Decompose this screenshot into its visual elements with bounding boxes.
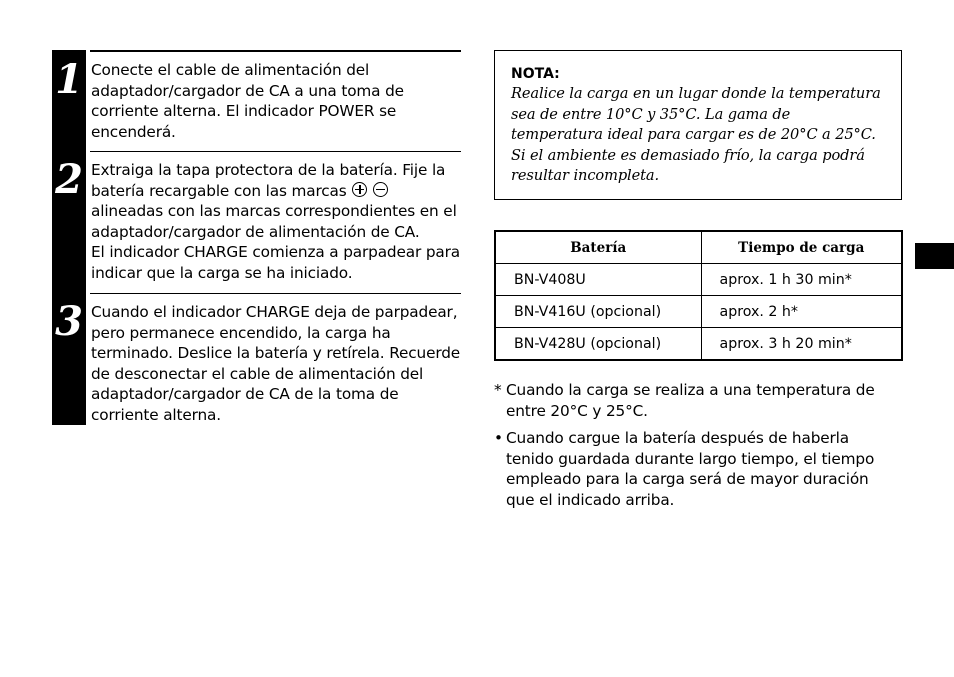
table-cell-battery: BN-V416U (opcional): [495, 296, 701, 328]
table-cell-charge-time: aprox. 3 h 20 min*: [701, 328, 902, 361]
step-1-text: [91, 60, 463, 142]
step-number-1: 1: [55, 56, 83, 103]
step-2-paragraph: [91, 160, 463, 242]
step-2-text-after-marks: alineadas con las marcas correspondientes en el adaptador/cargador de alimentación de CA.: [91, 202, 457, 241]
step-2-text: [91, 160, 463, 283]
table-cell-charge-time: aprox. 1 h 30 min*: [701, 264, 902, 296]
step-number-2: 2: [55, 156, 83, 203]
table-header-charge-time: Tiempo de carga: [701, 231, 902, 264]
footnote-marker: *: [494, 381, 502, 399]
table-cell-charge-time: aprox. 2 h*: [701, 296, 902, 328]
charge-time-table: [494, 230, 903, 361]
plus-circle-icon: [352, 182, 367, 197]
step-1-paragraph: Conecte el cable de alimentación del adaptador/cargador de CA a una toma de corriente alterna. El indicador POWER se encenderá.: [91, 61, 404, 141]
table-row: [495, 296, 902, 328]
note-box: [494, 50, 902, 200]
table-row: [495, 328, 902, 361]
step-2-extra: El indicador CHARGE comienza a parpadear para indicar que la carga se ha iniciado.: [91, 243, 460, 282]
step-number-3: 3: [55, 298, 83, 345]
table-cell-battery: BN-V408U: [495, 264, 701, 296]
note-body: Realice la carga en un lugar donde la temperatura sea de entre 10°C y 35°C. La gama de temperatura ideal para cargar es de 20°C a 25°C. Si el ambiente es demasiado frío, la carga podrá resultar incompleta.: [511, 85, 881, 184]
step-divider: [90, 293, 461, 294]
table-row: [495, 264, 902, 296]
table-cell-battery: BN-V428U (opcional): [495, 328, 701, 361]
footnote-text: Cuando cargue la batería después de haberla tenido guardada durante largo tiempo, el tiempo empleado para la carga será de mayor duración que el indicado arriba.: [506, 429, 875, 509]
footnote-asterisk: [494, 380, 894, 421]
step-3-paragraph: Cuando el indicador CHARGE deja de parpadear, pero permanece encendido, la carga ha terminado. Deslice la batería y retírela. Recuerde de desconectar el cable de alimentación del adaptador/cargador de CA de la toma de corriente alterna.: [91, 303, 461, 424]
step-2-text-before-marks: Extraiga la tapa protectora de la batería. Fije la batería recargable con las marcas: [91, 161, 446, 200]
note-title: NOTA:: [511, 66, 560, 82]
table-header-battery: Batería: [495, 231, 701, 264]
section-tab-marker: [915, 243, 954, 269]
footnote-bullet: [494, 428, 894, 510]
footnote-text: Cuando la carga se realiza a una temperatura de entre 20°C y 25°C.: [506, 381, 875, 420]
minus-circle-icon: [373, 182, 388, 197]
step-number-bar: [52, 50, 86, 425]
step-divider: [90, 151, 461, 152]
step-divider: [90, 50, 461, 52]
table-header-row: [495, 231, 902, 264]
step-3-text: [91, 302, 463, 425]
footnote-marker: •: [494, 429, 503, 447]
